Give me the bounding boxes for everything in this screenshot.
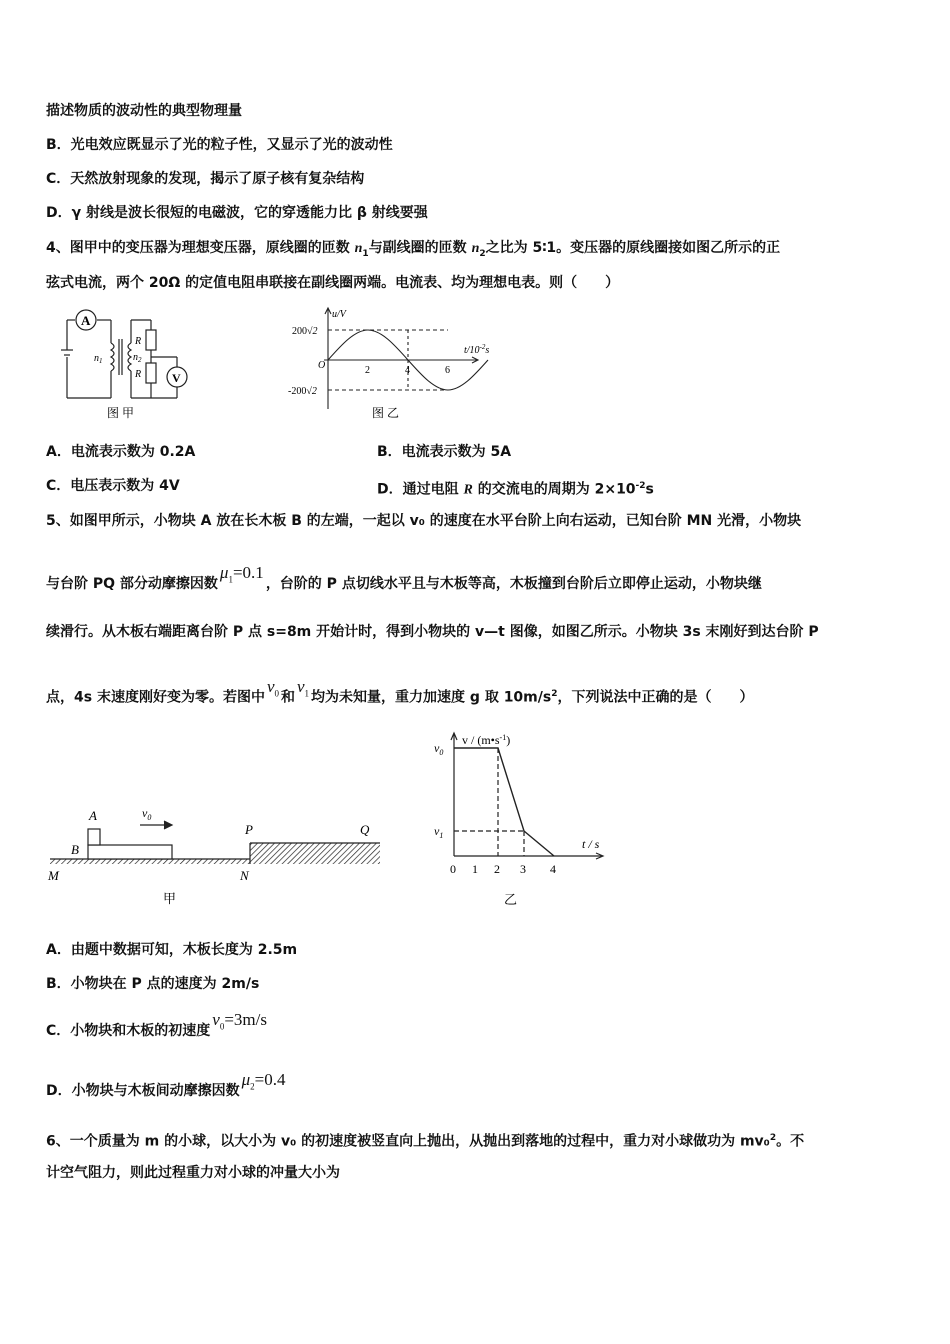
q4-option-b: B．电流表示数为 5A <box>377 444 512 460</box>
q4-graph-ymax-sqrt: √2 <box>307 326 318 337</box>
q5-stem-line4-pre: 点，4s 末速度刚好变为零。若图中 <box>46 689 265 706</box>
q5-v1-symbol: v <box>297 676 305 696</box>
q4-n1-label-main: n <box>94 353 99 364</box>
q4-n2-label-main: n <box>133 352 138 363</box>
q4-n1-label <box>94 353 103 365</box>
q4-graph-tick-2: 2 <box>365 365 370 376</box>
q4-resistor-label-bottom: R <box>135 369 142 380</box>
q5-graph-v1-sub: 1 <box>439 831 444 840</box>
q5-option-c-value: =3m/s <box>224 1010 267 1029</box>
q4-graph-ymin-label <box>288 386 317 397</box>
q5-stem-line4-post-b: ，下列说法中正确的是（ ） <box>557 689 754 706</box>
q5-graph-x-axis: t / s <box>582 837 600 851</box>
q5-stem-line4 <box>46 676 754 713</box>
q4-stem-mid: 与副线圈的匝数 <box>368 240 472 256</box>
q5-option-a: A．由题中数据可知，木板长度为 2.5m <box>46 942 298 958</box>
q6-stem-line1-post: 。不 <box>776 1133 805 1150</box>
q5-mu1-symbol: μ <box>219 563 229 582</box>
q5-label-n: N <box>240 868 249 883</box>
q5-stem-line3: 续滑行。从木板右端距离台阶 P 点 s=8m 开始计时，得到小物块的 v—t 图像，如图乙所示。小物块 3s 末刚好到达台阶 P <box>46 624 819 640</box>
q5-label-p: P <box>245 822 253 837</box>
q4-stem-pre: 4、图甲中的变压器为理想变压器，原线圈的匝数 <box>46 240 355 256</box>
q4-graph-ymax-label <box>292 326 318 337</box>
q6-stem-line1-exp: 2 <box>769 1133 777 1143</box>
q5-option-b: B．小物块在 P 点的速度为 2m/s <box>46 976 260 992</box>
q4-n2: n <box>471 241 480 256</box>
q5-label-b: B <box>71 842 79 857</box>
q5-label-q: Q <box>360 822 370 837</box>
q5-graph-v0-main: v <box>434 741 440 755</box>
q5-stem-and: 和 <box>281 689 295 706</box>
q4-voltage-graph <box>288 305 508 422</box>
q4-option-d <box>377 476 654 501</box>
q5-graph-tick: 0 <box>450 862 456 876</box>
q5-option-d <box>46 1070 288 1106</box>
q5-option-d-text: D．小物块与木板间动摩擦因数 <box>46 1083 240 1099</box>
q5-option-d-subscript: 2 <box>250 1081 255 1092</box>
q5-label-v0-sub: 0 <box>147 813 152 822</box>
q5-graph-y-axis-close: ) <box>506 733 511 747</box>
q5-mu1-subscript: 1 <box>228 574 233 585</box>
q4-fig-yi-caption: 图 乙 <box>372 406 400 420</box>
q5-fig-jia-caption: 甲 <box>163 891 177 906</box>
q4-option-c: C．电压表示数为 4V <box>46 478 180 494</box>
q5-stem-line1: 5、如图甲所示，小物块 A 放在长木板 B 的左端，一起以 v₀ 的速度在水平台阶上向右运动，已知台阶 MN 光滑，小物块 <box>46 513 802 529</box>
q5-graph-y-axis-exp: -1 <box>499 733 507 742</box>
q6-stem-line1-pre: 6、一个质量为 m 的小球，以大小为 v₀ 的初速度被竖直向上抛出，从抛出到落地的过程中，重力对小球做功为 mv₀ <box>46 1133 770 1150</box>
q4-graph-ymin-num: -200 <box>288 386 307 397</box>
q4-stem-line2: 弦式电流，两个 20Ω 的定值电阻串联接在副线圈两端。电流表、均为理想电表。则（ ） <box>46 275 620 291</box>
q5-graph-v1 <box>434 824 443 840</box>
q4-resistor-label-top: R <box>135 336 142 347</box>
q4-n2-label-sub: 2 <box>138 356 142 364</box>
q4-fig-jia-caption: 图 甲 <box>107 406 135 420</box>
q5-stem-line2 <box>46 563 762 599</box>
q5-graph-tick: 2 <box>494 862 500 876</box>
q5-stem-line4-exp: 2 <box>551 689 558 699</box>
q4-circuit-figure <box>55 305 200 422</box>
q6-stem-line1 <box>46 1128 804 1152</box>
q4-graph-y-axis: u/V <box>332 309 346 320</box>
q5-mu1-value: =0.1 <box>232 563 264 582</box>
q5-graph-y-axis <box>462 733 510 747</box>
q4-graph-x-axis <box>464 343 489 356</box>
q5-option-c-subscript: 0 <box>219 1021 225 1032</box>
q5-mu1-formula <box>218 563 266 585</box>
q5-graph-v1-main: v <box>434 824 440 838</box>
q4-voltmeter-label: V <box>172 371 181 385</box>
q5-option-d-formula <box>240 1070 288 1092</box>
q4-option-a: A．电流表示数为 0.2A <box>46 444 196 460</box>
q5-option-d-symbol: μ <box>241 1070 251 1089</box>
q5-stem-line2-pre: 与台阶 PQ 部分动摩擦因数 <box>46 576 218 592</box>
q4-graph-x-axis-unit: s <box>485 345 490 356</box>
q5-graph-v0 <box>434 741 443 757</box>
q5-board-figure <box>40 800 390 910</box>
q5-label-v0 <box>142 806 151 822</box>
q5-stem-line4-post-a: 均为未知量，重力加速度 g 取 10m/s <box>311 689 552 706</box>
q5-graph-tick: 4 <box>550 862 556 876</box>
q5-v0-formula <box>265 676 281 699</box>
q4-option-d-unit: s <box>645 481 654 498</box>
q5-label-v0-main: v <box>142 806 148 820</box>
q5-vt-graph <box>430 728 620 913</box>
q4-n2-label <box>133 352 142 364</box>
q4-option-d-post: 的交流电的周期为 2×10 <box>472 481 636 498</box>
q3-option-d: D．γ 射线是波长很短的电磁波，它的穿透能力比 β 射线要强 <box>46 205 428 221</box>
q4-ammeter-label: A <box>81 313 91 328</box>
q4-graph-tick-4: 4 <box>405 365 410 376</box>
q4-n2-sub: 2 <box>479 248 486 259</box>
q5-option-c-formula <box>210 1010 269 1032</box>
q5-option-d-value: =0.4 <box>254 1070 286 1089</box>
q4-n1-label-sub: 1 <box>99 357 103 365</box>
q5-graph-v0-sub: 0 <box>439 748 444 757</box>
q4-stem-post: 之比为 5∶1。变压器的原线圈接如图乙所示的正 <box>485 240 781 256</box>
q5-graph-y-axis-main: v / (m•s <box>462 733 500 747</box>
q5-v0-symbol: v <box>266 676 275 696</box>
q3-line-a-cont: 描述物质的波动性的典型物理量 <box>46 103 242 119</box>
q6-stem-line2: 计空气阻力，则此过程重力对小球的冲量大小为 <box>46 1165 340 1181</box>
q3-option-b: B．光电效应既显示了光的粒子性，又显示了光的波动性 <box>46 137 393 153</box>
q4-graph-origin: O <box>318 360 326 371</box>
q5-v1-subscript: 1 <box>304 688 310 699</box>
q4-option-d-pre: D．通过电阻 <box>377 481 464 498</box>
q5-option-c-symbol: v <box>212 1010 220 1029</box>
q4-option-d-r: R <box>463 482 473 498</box>
q5-option-c-text: C．小物块和木板的初速度 <box>46 1023 211 1039</box>
q5-graph-tick: 1 <box>472 862 478 876</box>
q4-n1-sub: 1 <box>362 248 369 259</box>
q4-n1: n <box>354 241 363 256</box>
q3-option-c: C．天然放射现象的发现，揭示了原子核有复杂结构 <box>46 171 365 187</box>
q5-fig-yi-caption: 乙 <box>504 892 518 907</box>
q4-graph-x-axis-main: t/10 <box>464 345 480 356</box>
q5-label-m: M <box>48 868 59 883</box>
q4-graph-ymax-num: 200 <box>292 326 307 337</box>
q4-stem-line1 <box>46 238 780 264</box>
q4-option-d-exp: -2 <box>635 481 646 491</box>
q4-graph-x-axis-exp: -2 <box>479 343 486 351</box>
q5-stem-line2-post: ，台阶的 P 点切线水平且与木板等高，木板撞到台阶后立即停止运动，小物块继 <box>265 576 762 592</box>
q4-graph-ymin-sqrt: √2 <box>306 386 317 397</box>
q5-v1-formula <box>295 676 311 699</box>
q5-graph-ticks <box>450 862 556 876</box>
q4-graph-tick-6: 6 <box>445 365 450 376</box>
q5-label-a: A <box>89 808 97 823</box>
q5-option-c <box>46 1010 269 1046</box>
q5-graph-tick: 3 <box>520 862 526 876</box>
q5-v0-subscript: 0 <box>274 688 279 699</box>
